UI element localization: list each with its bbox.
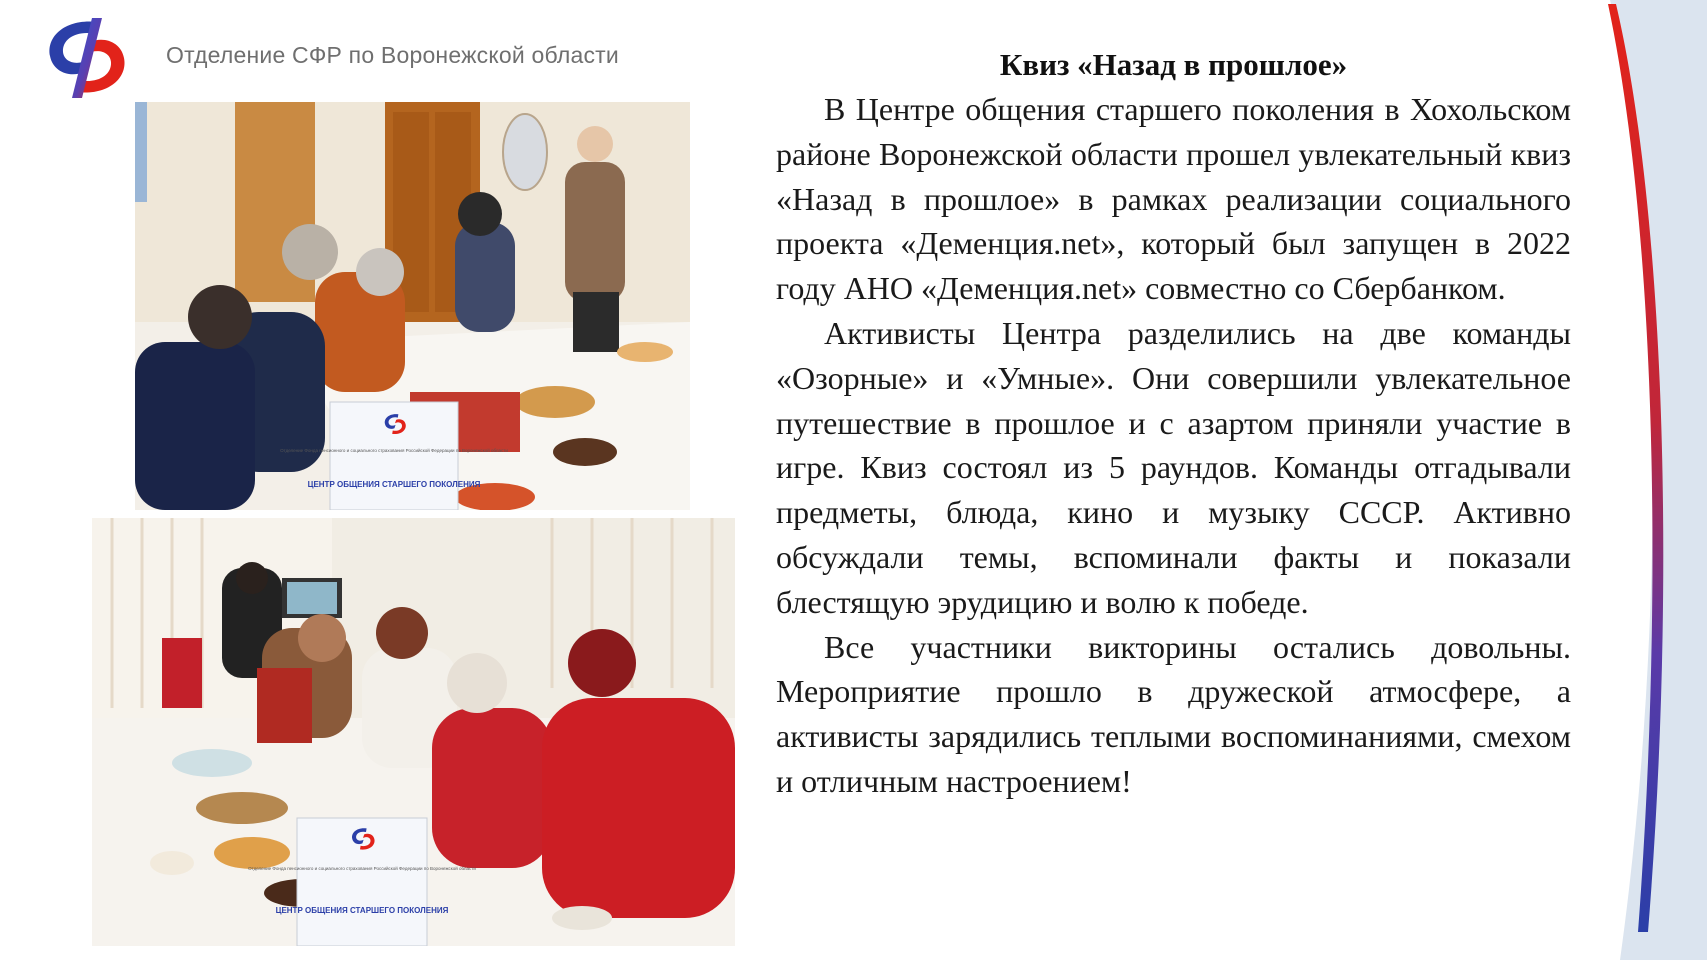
article-title: Квиз «Назад в прошлое» [999,47,1348,82]
sign-org-text: Отделение Фонда пенсионного и социального страхования Российской Федерации по Воронежской области [248,866,476,871]
sign-center-text: ЦЕНТР ОБЩЕНИЯ СТАРШЕГО ПОКОЛЕНИЯ [275,906,449,915]
sign-org-text: Отделение Фонда пенсионного и социального страхования Российской Федерации по Воронежской области [280,448,508,453]
side-ribbon-decoration [1600,0,1707,960]
org-name: Отделение СФР по Воронежской области [166,42,619,68]
sfr-logo-icon [36,14,138,100]
sign-center-text: ЦЕНТР ОБЩЕНИЯ СТАРШЕГО ПОКОЛЕНИЯ [307,480,481,489]
photo-quiz-team-1 [135,102,690,510]
article-paragraph-3: Все участники викторины остались довольны. Мероприятие прошло в дружеской атмосфере, а активисты зарядились теплыми воспоминаниями, смехом и отличным настроением! [776,628,1571,799]
article-paragraph-1: В Центре общения старшего поколения в Хохольском районе Воронежской области прошел увлекательный квиз «Назад в прошлое» в рамках реализации социального проекта «Деменция.net», который был запущен в 2022 году АНО «Деменция.net» совместно со Сбербанком. [776,91,1571,307]
photo-quiz-team-2 [92,518,735,946]
article [776,42,1571,804]
article-paragraph-2: Активисты Центра разделились на две команды «Озорные» и «Умные». Они совершили увлекательное путешествие в прошлое и с азартом приняли участие в игре. Квиз состоял из 5 раундов. Команды отгадывали предметы, блюда, кино и музыку СССР. Активно обсуждали темы, вспоминали факты и показали блестящую эрудицию и волю к победе. [776,314,1571,620]
